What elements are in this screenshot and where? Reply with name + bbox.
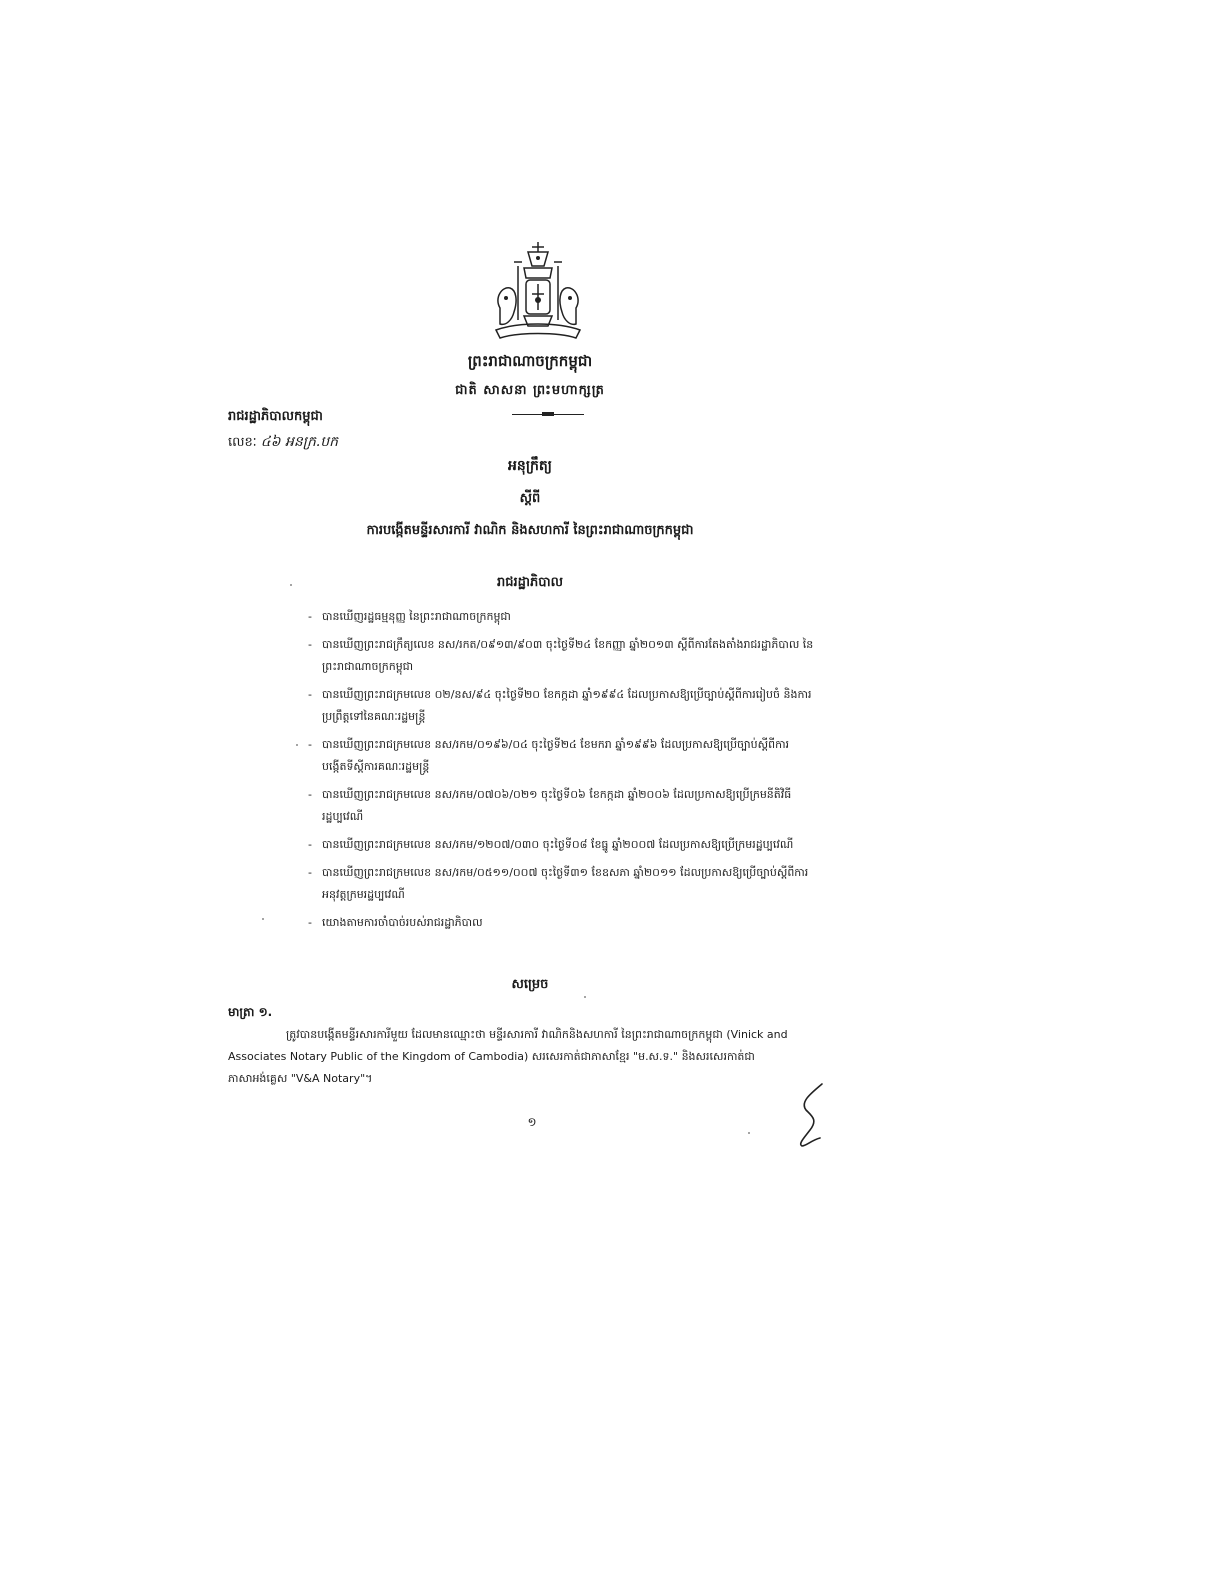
decision-heading: សម្រេច: [511, 977, 549, 992]
consideration-item: - បានឃើញព្រះរាជក្រឹត្យលេខ នស/រកត/០៩១៣/៩០៣ ចុះថ្ងៃទី២៤ ខែកញ្ញា ឆ្នាំ២០១៣ ស្តីពីការតែងតាំងរាជរដ្ឋាភិបាល នៃព្រះរាជាណាចក្រកម្ពុជា: [308, 638, 814, 673]
consideration-item: - យោងតាមការចាំបាច់របស់រាជរដ្ឋាភិបាល: [308, 916, 483, 929]
decree-number-label: លេខៈ: [228, 435, 257, 450]
motto-divider: [512, 414, 584, 415]
article-heading: មាត្រា ១.: [228, 1005, 273, 1019]
government-heading: រាជរដ្ឋាភិបាល: [496, 575, 563, 590]
scan-speck: [290, 584, 292, 586]
handwritten-signature: [792, 1080, 832, 1150]
decree-number-handwritten: ៤៦ អនក្រ.បក: [260, 434, 339, 450]
decree-number: [228, 432, 338, 453]
decree-subject: ការបង្កើតមន្ទីរសារការី វាណិក និងសហការី នៃព្រះរាជាណាចក្រកម្ពុជា: [366, 523, 694, 538]
scan-speck: [296, 744, 298, 746]
consideration-item: - បានឃើញរដ្ឋធម្មនុញ្ញ នៃព្រះរាជាណាចក្រកម្ពុជា: [308, 610, 511, 623]
consideration-item: - បានឃើញព្រះរាជក្រមលេខ នស/រកម/១២០៧/០៣០ ចុះថ្ងៃទី០៨ ខែធ្នូ ឆ្នាំ២០០៧ ដែលប្រកាសឱ្យប្រើក្រមរដ្ឋប្បវេណី: [308, 838, 794, 851]
decree-on: ស្តីពី: [519, 491, 541, 506]
consideration-item: - បានឃើញព្រះរាជក្រមលេខ ០២/នស/៩៤ ចុះថ្ងៃទី២០ ខែកក្កដា ឆ្នាំ១៩៩៤ ដែលប្រកាសឱ្យប្រើច្បាប់ស្តីពីការរៀបចំ និងការប្រព្រឹត្តទៅនៃគណៈរដ្ឋមន្ត្រី: [308, 688, 812, 723]
consideration-item: - បានឃើញព្រះរាជក្រមលេខ នស/រកម/០៥១១/០០៧ ចុះថ្ងៃទី៣១ ខែឧសភា ឆ្នាំ២០១១ ដែលប្រកាសឱ្យប្រើច្បាប់ស្តីពីការអនុវត្តក្រមរដ្ឋប្បវេណី: [308, 866, 809, 901]
decree-title: អនុក្រឹត្យ: [508, 458, 552, 474]
scan-speck: [584, 996, 586, 998]
consideration-item: - បានឃើញព្រះរាជក្រមលេខ នស/រកម/០១៩៦/០៤ ចុះថ្ងៃទី២៤ ខែមករា ឆ្នាំ១៩៩៦ ដែលប្រកាសឱ្យប្រើច្បាប់ស្តីពីការបង្កើតទីស្តីការគណៈរដ្ឋមន្ត្រី: [308, 738, 790, 773]
kingdom-heading: ព្រះរាជាណាចក្រកម្ពុជា: [467, 352, 593, 370]
page-number: ១: [527, 1115, 537, 1129]
article-body: ត្រូវបានបង្កើតមន្ទីរសារការីមួយ ដែលមានឈ្មោះថា មន្ទីរសារការី វាណិកនិងសហការី នៃព្រះរាជាណាចក្រកម្ពុជា (Vinick and Associates Notary Public of the Kingdom of Cambodia) សរសេរកាត់ជាភាសាខ្មែរ "ម.ស.ទ." និងសរសេរកាត់ជាភាសាអង់គ្លេស "V&A Notary"។: [228, 1028, 788, 1085]
scan-speck: [748, 1132, 750, 1134]
national-motto: ជាតិ សាសនា ព្រះមហាក្សត្រ: [455, 383, 605, 398]
consideration-item: - បានឃើញព្រះរាជក្រមលេខ នស/រកម/០៧០៦/០២១ ចុះថ្ងៃទី០៦ ខែកក្កដា ឆ្នាំ២០០៦ ដែលប្រកាសឱ្យប្រើក្រមនីតិវិធីរដ្ឋប្បវេណី: [308, 788, 792, 823]
considerations-list: [308, 606, 816, 940]
royal-coat-of-arms-emblem: [488, 238, 588, 348]
issuing-government: រាជរដ្ឋាភិបាលកម្ពុជា: [228, 409, 323, 424]
scan-speck: [262, 918, 264, 920]
